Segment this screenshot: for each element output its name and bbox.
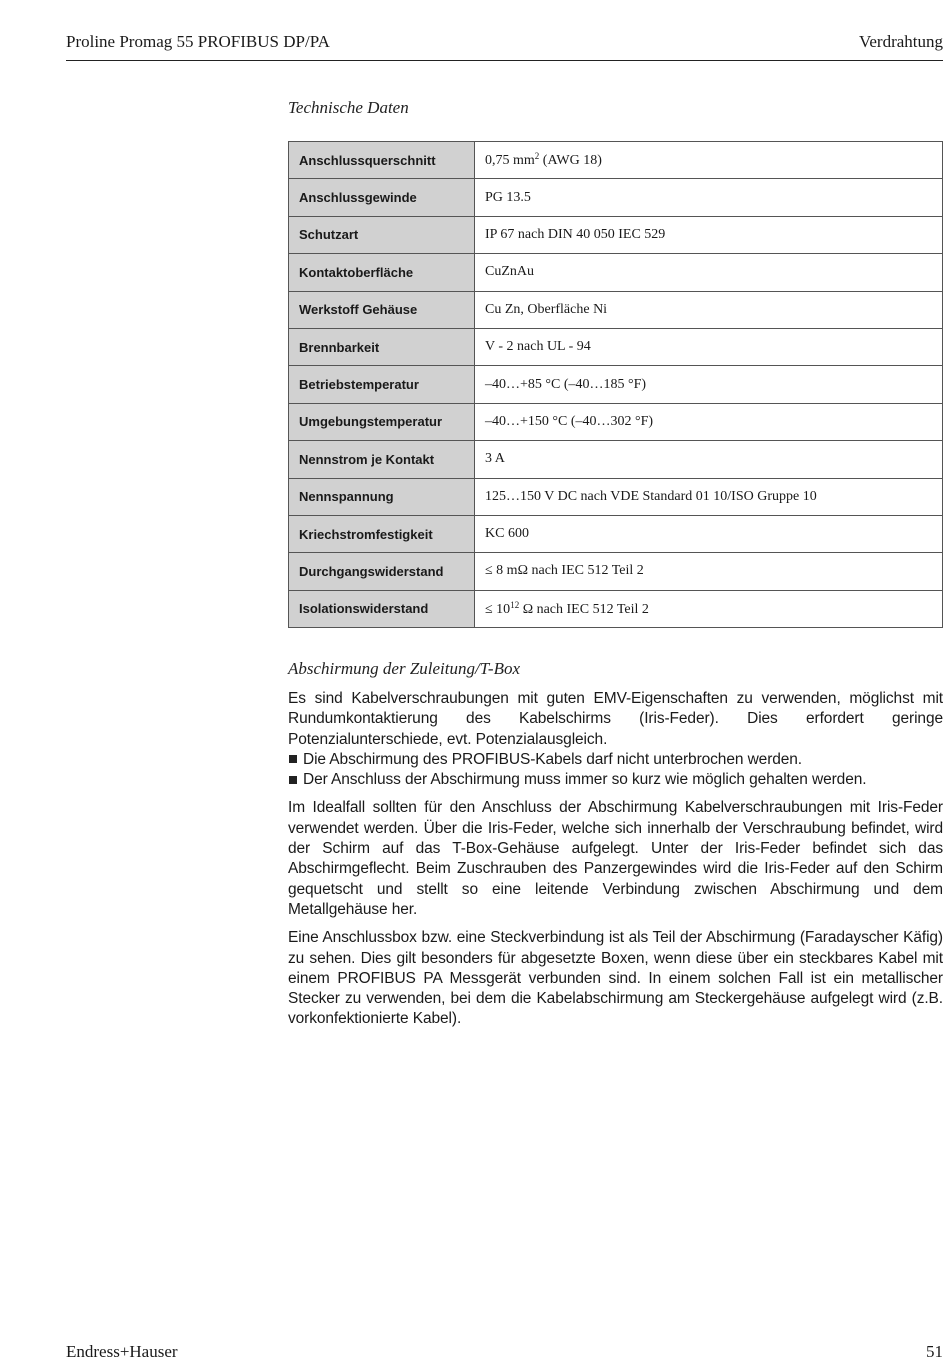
spec-value [475, 142, 943, 179]
table-row [289, 553, 943, 590]
shielding-heading: Abschirmung der Zuleitung/T-Box [288, 659, 520, 678]
page-number: 51 [926, 1342, 943, 1361]
document-title: Proline Promag 55 PROFIBUS DP/PA [66, 32, 330, 51]
paragraph-intro: Es sind Kabelverschraubungen mit guten EMV-Eigenschaften zu verwenden, möglichst mit Rundumkontaktierung des Kabelschirms (Iris-Feder). Dies erfordert geringe Potenzialunterschiede, evt. Potenzialausgleich. [288, 690, 943, 748]
spec-value-exponent: 2 [534, 151, 540, 162]
spec-value-suffix: Ω nach IEC 512 Teil 2 [519, 601, 649, 617]
spec-value-suffix: (AWG 18) [539, 153, 602, 169]
page-footer [66, 1342, 943, 1362]
table-row [289, 441, 943, 478]
spec-value-text: IP 67 nach DIN 40 050 IEC 529 [485, 226, 666, 242]
spec-value [475, 478, 943, 515]
spec-label: Anschlussquerschnitt [289, 142, 475, 179]
spec-label: Nennspannung [289, 478, 475, 515]
spec-value-exponent: 12 [510, 599, 520, 610]
technical-data-table [288, 141, 943, 628]
spec-value [475, 515, 943, 552]
spec-label: Nennstrom je Kontakt [289, 441, 475, 478]
table-row [289, 515, 943, 552]
paragraph-connection-box: Eine Anschlussbox bzw. eine Steckverbindung ist als Teil der Abschirmung (Faradayscher Käfig) zu sehen. Dies gilt besonders für abgesetzte Boxen, wenn diese über ein steckbares Kabel mit einem PROFIBUS PA Messgerät verbunden sind. In einem solchen Fall ist ein metallischer Stecker zu verwenden, bei dem die Kabelabschirmung am Steckergehäuse aufgelegt wird (z.B. vorkonfektionierte Kabel). [288, 929, 943, 1028]
spec-value-text: KC 600 [485, 526, 529, 542]
bullet-list [288, 750, 943, 791]
spec-value [475, 441, 943, 478]
spec-value-text: Cu Zn, Oberfläche Ni [485, 301, 608, 317]
spec-value-text: –40…+85 °C (–40…185 °F) [485, 376, 647, 392]
brand-name: Endress+Hauser [66, 1342, 178, 1361]
spec-value [475, 328, 943, 365]
table-row [289, 254, 943, 291]
spec-value-text: 0,75 mm [485, 153, 535, 169]
table-row [289, 478, 943, 515]
spec-value-text: PG 13.5 [485, 189, 531, 205]
list-item-text: Die Abschirmung des PROFIBUS-Kabels darf nicht unterbrochen werden. [303, 750, 803, 768]
spec-label: Werkstoff Gehäuse [289, 291, 475, 328]
spec-value-text: –40…+150 °C (–40…302 °F) [485, 413, 654, 429]
spec-label: Brennbarkeit [289, 328, 475, 365]
list-item-text: Der Anschluss der Abschirmung muss immer so kurz wie möglich gehalten werden. [303, 771, 867, 789]
spec-value [475, 254, 943, 291]
spec-label: Kriechstromfestigkeit [289, 515, 475, 552]
spec-label: Schutzart [289, 216, 475, 253]
spec-value [475, 403, 943, 440]
page-header [66, 30, 943, 61]
chapter-title: Verdrahtung [858, 32, 943, 51]
spec-value [475, 590, 943, 627]
table-row [289, 328, 943, 365]
list-item [288, 750, 943, 770]
table-row [289, 291, 943, 328]
bullet-icon [289, 776, 297, 784]
table-row [289, 179, 943, 216]
table-row [289, 403, 943, 440]
spec-label: Betriebstemperatur [289, 366, 475, 403]
paragraph-iris-spring: Im Idealfall sollten für den Anschluss der Abschirmung Kabelverschraubungen mit Iris-Feder verwendet werden. Über die Iris-Feder, welche sich innerhalb der Verschraubung befindet, wird der Schirm auf das T-Box-Gehäuse aufgelegt. Unter der Iris-Feder befindet sich das Abschirmgeflecht. Beim Zuschrauben des Panzergewindes wird die Iris-Feder auf den Schirm gequetscht und stellt so eine leitende Verbindung zwischen Abschirmung und dem Metallgehäuse her. [288, 799, 943, 918]
spec-label: Umgebungstemperatur [289, 403, 475, 440]
spec-value-text: CuZnAu [485, 264, 534, 280]
technical-data-heading: Technische Daten [288, 98, 409, 117]
spec-value-text: ≤ 10 [485, 601, 511, 617]
table-row [289, 216, 943, 253]
spec-value [475, 366, 943, 403]
spec-value-text: 3 A [485, 451, 505, 467]
spec-label: Kontaktoberfläche [289, 254, 475, 291]
bullet-icon [289, 755, 297, 763]
table-row [289, 142, 943, 179]
shielding-body [288, 689, 943, 1038]
spec-label: Anschlussgewinde [289, 179, 475, 216]
spec-value-text: V - 2 nach UL - 94 [485, 339, 591, 355]
spec-value-text: 125…150 V DC nach VDE Standard 01 10/ISO Gruppe 10 [485, 488, 817, 504]
list-item [288, 770, 943, 790]
spec-value [475, 291, 943, 328]
spec-value [475, 553, 943, 590]
spec-label: Durchgangswiderstand [289, 553, 475, 590]
table-row [289, 366, 943, 403]
spec-value-text: ≤ 8 mΩ nach IEC 512 Teil 2 [485, 563, 644, 579]
table-row [289, 590, 943, 627]
spec-label: Isolationswiderstand [289, 590, 475, 627]
spec-value [475, 179, 943, 216]
spec-value [475, 216, 943, 253]
